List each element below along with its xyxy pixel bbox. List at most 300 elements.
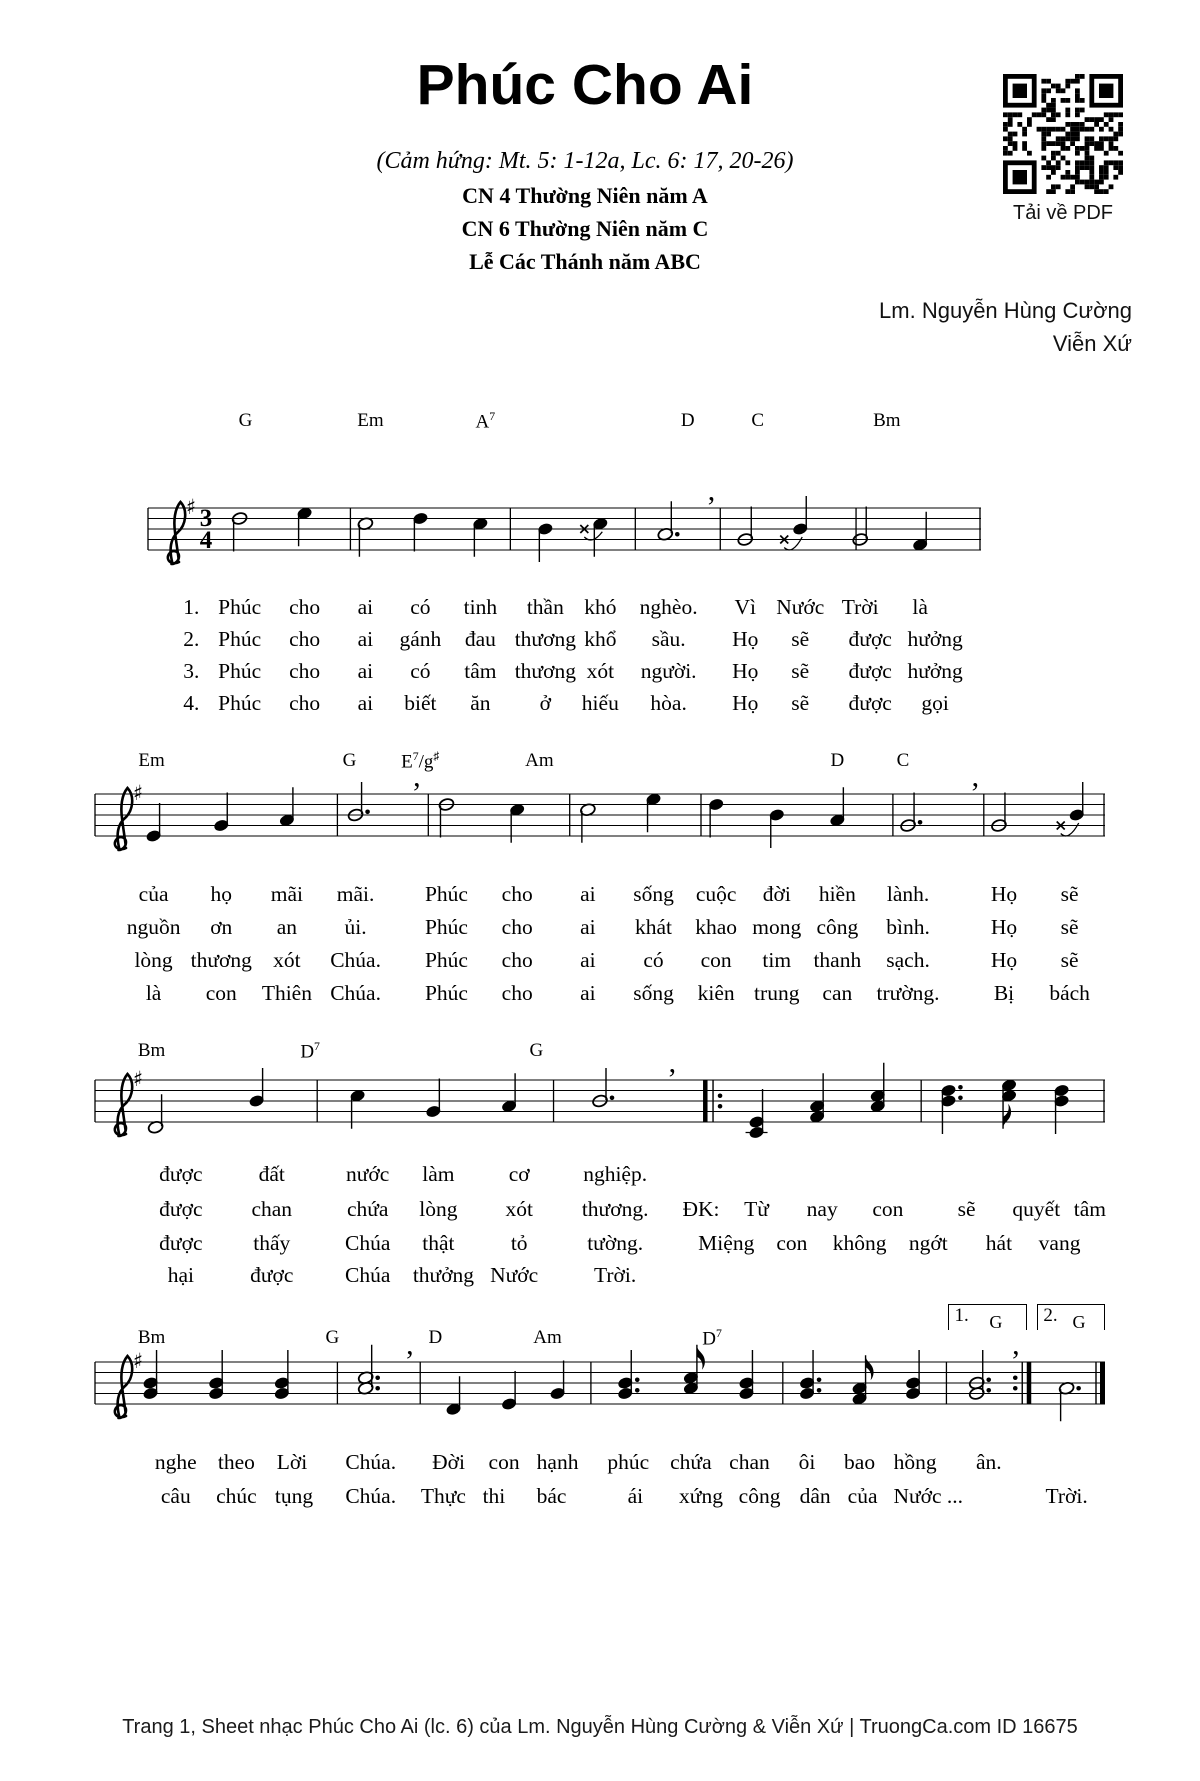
qr-module: [1008, 151, 1013, 156]
qr-module: [1027, 117, 1032, 122]
eighth-flag: [866, 1355, 874, 1380]
lyric-syllable: khát: [635, 915, 673, 939]
lyric-syllable: tâm: [1073, 1197, 1106, 1221]
lyric-syllable: cho: [501, 981, 533, 1005]
lyric-syllable: lành.: [886, 882, 930, 906]
lyric-syllable: ủi.: [344, 915, 367, 939]
qr-module: [1046, 88, 1051, 93]
qr-module: [1046, 108, 1051, 113]
lyric-syllable: sẽ: [791, 659, 810, 683]
qr-module: [1041, 108, 1046, 113]
key-signature-sharp: ♯: [133, 781, 144, 805]
lyric-syllable: Thực: [420, 1484, 466, 1508]
qr-module: [1070, 132, 1075, 137]
lyric-syllable: hại: [167, 1263, 194, 1287]
augmentation-dot: [375, 1375, 380, 1380]
lyric-syllable: chan: [729, 1450, 770, 1474]
lyric-syllable: Chúa.: [330, 981, 381, 1005]
lyric-syllable: Họ: [732, 627, 759, 651]
footer-credit: Trang 1, Sheet nhạc Phúc Cho Ai (lc. 6) của Lm. Nguyễn Hùng Cường & Viễn Xứ | TruongCa.com ID 16675: [122, 1716, 1078, 1738]
qr-module: [1113, 112, 1118, 117]
qr-module: [1013, 170, 1027, 184]
lyric-syllable: chứa: [670, 1450, 712, 1474]
lyric-syllable: ôi: [798, 1450, 816, 1474]
lyric-syllable: ai: [580, 915, 596, 939]
qr-module: [1065, 132, 1070, 137]
breath-mark: ,: [971, 760, 980, 793]
augmentation-dot: [958, 1085, 963, 1090]
qr-module: [1056, 127, 1061, 132]
qr-module: [1075, 98, 1080, 103]
qr-module: [1094, 180, 1099, 185]
treble-clef-icon: [171, 502, 186, 564]
lyric-syllable: con: [205, 981, 237, 1005]
chord-symbol: G: [1072, 1312, 1086, 1332]
qr-code-icon[interactable]: [1003, 74, 1123, 194]
treble-clef-icon: [118, 1074, 133, 1136]
qr-module: [1046, 160, 1051, 165]
augmentation-dot: [986, 1378, 991, 1383]
lyric-syllable: không: [832, 1231, 887, 1255]
qr-module: [1041, 141, 1046, 146]
lyric-syllable: khó: [584, 595, 617, 619]
lyric-syllable: ai: [580, 948, 596, 972]
occasion-line-1: CN 4 Thường Niên năm A: [462, 183, 708, 208]
qr-module: [1013, 141, 1018, 146]
lyric-syllable: trường.: [876, 981, 940, 1005]
qr-module: [1080, 127, 1085, 132]
lyric-syllable: mong: [752, 915, 802, 939]
qr-module: [1017, 122, 1022, 127]
qr-module: [1051, 170, 1056, 175]
lyric-syllable: Phúc: [218, 659, 262, 683]
qr-module: [1008, 132, 1013, 137]
qr-module: [1041, 132, 1046, 137]
lyric-syllable: thương.: [581, 1197, 649, 1221]
qr-module: [1061, 141, 1066, 146]
qr-module: [1046, 165, 1051, 170]
chord-root: D: [830, 750, 845, 771]
lyric-syllable: công: [816, 915, 859, 939]
lyric-syllable: ân.: [976, 1450, 1002, 1474]
qr-module: [1051, 184, 1056, 189]
qr-module: [1099, 165, 1104, 170]
lyric-syllable: Phúc: [424, 915, 468, 939]
qr-module: [1056, 112, 1061, 117]
lyric-line-1: [95, 1450, 1105, 1476]
chord-root: Em: [138, 750, 165, 771]
lyric-syllable: là: [145, 981, 162, 1005]
qr-module: [1051, 165, 1056, 170]
breath-mark: ,: [707, 474, 716, 507]
qr-module: [1113, 160, 1118, 165]
qr-module: [1017, 112, 1022, 117]
lyric-syllable: quyết: [1012, 1197, 1061, 1221]
lyric-syllable: thanh: [813, 948, 862, 972]
qr-module: [1075, 79, 1080, 84]
lyric-syllable: nghèo.: [639, 595, 698, 619]
qr-module: [1104, 175, 1109, 180]
qr-module: [1046, 132, 1051, 137]
lyric-syllable: sống: [633, 882, 674, 906]
lyric-syllable: ai: [357, 595, 374, 619]
qr-module: [1075, 88, 1080, 93]
qr-module: [1109, 112, 1114, 117]
qr-module: [1075, 151, 1080, 156]
qr-module: [1094, 122, 1099, 127]
chord-root: G: [529, 1040, 544, 1061]
lyric-syllable: lòng: [134, 948, 173, 972]
qr-module: [1065, 84, 1070, 89]
qr-module: [1113, 165, 1118, 170]
lyric-syllable: Chúa.: [330, 948, 381, 972]
qr-module: [1075, 165, 1080, 170]
qr-module: [1051, 117, 1056, 122]
lyric-line-4: [148, 691, 981, 717]
lyric-syllable: sầu.: [651, 627, 686, 651]
lyric-syllable: có: [410, 659, 431, 683]
lyric-syllable: người.: [640, 659, 697, 683]
lyric-syllable: của: [138, 882, 169, 906]
qr-module: [1041, 93, 1046, 98]
lyric-syllable: con: [776, 1231, 808, 1255]
lyric-syllable: tụng: [274, 1484, 314, 1508]
lyric-line-3: [95, 1231, 1105, 1257]
qr-module: [1056, 160, 1061, 165]
qr-module: [1056, 184, 1061, 189]
chord-root: A: [475, 411, 490, 433]
treble-clef-icon: [168, 502, 185, 564]
qr-module: [1109, 127, 1114, 132]
augmentation-dot: [635, 1388, 640, 1393]
qr-module: [1046, 79, 1051, 84]
key-signature-sharp: ♯: [133, 1349, 144, 1373]
occasion-line-3: Lễ Các Thánh năm ABC: [469, 249, 701, 274]
lyric-syllable: Nước: [776, 595, 825, 619]
author-composer: Lm. Nguyễn Hùng Cường: [879, 298, 1132, 323]
lyric-syllable: Phúc: [424, 882, 468, 906]
lyric-syllable: nước: [346, 1162, 390, 1186]
chord-root: D: [680, 410, 695, 431]
lyric-syllable: nghe: [154, 1450, 197, 1474]
qr-module: [1085, 156, 1090, 161]
qr-module: [1065, 170, 1070, 175]
chord-root: E: [401, 751, 413, 773]
qr-module: [1085, 127, 1090, 132]
qr-module: [1013, 84, 1027, 98]
qr-module: [1118, 160, 1123, 165]
qr-module: [1051, 108, 1056, 113]
chord-symbol: G: [989, 1312, 1003, 1332]
lyric-syllable: được: [848, 627, 892, 651]
qr-module: [1113, 132, 1118, 137]
qr-module: [1094, 189, 1099, 194]
qr-module: [1099, 84, 1113, 98]
chord-symbol: [476, 410, 496, 433]
qr-module: [1056, 141, 1061, 146]
repeat-barline: [703, 1080, 708, 1122]
lyric-syllable: cho: [289, 659, 321, 683]
qr-module: [1089, 184, 1094, 189]
music-system-4: [95, 1304, 1105, 1519]
lyric-syllable: ai: [357, 691, 374, 715]
staff-system-3: [95, 1030, 1105, 1180]
chord-root: Bm: [873, 410, 901, 431]
qr-module: [1089, 141, 1094, 146]
augmentation-dot: [958, 1096, 963, 1101]
qr-module: [1051, 112, 1056, 117]
qr-module: [1056, 84, 1061, 89]
qr-module: [1003, 112, 1008, 117]
authors-block: [879, 294, 1132, 360]
lyric-syllable: đau: [464, 627, 496, 651]
lyric-syllable: 2.: [183, 627, 200, 651]
staff-system-1: [148, 458, 981, 608]
qr-module: [1085, 117, 1090, 122]
qr-module: [1085, 141, 1090, 146]
lyric-syllable: hạnh: [536, 1450, 579, 1474]
qr-module: [1065, 122, 1070, 127]
augmentation-dot: [365, 810, 370, 815]
lyric-syllable: Chúa: [344, 1231, 391, 1255]
download-pdf-link[interactable]: [1002, 74, 1124, 225]
volta-number: 1.: [954, 1305, 969, 1326]
qr-module: [1056, 136, 1061, 141]
qr-module: [1065, 79, 1070, 84]
lyric-syllable: chúc: [216, 1484, 257, 1508]
chord-root: D: [702, 1328, 717, 1350]
qr-module: [1118, 151, 1123, 156]
qr-module: [1065, 146, 1070, 151]
chord-symbol: [239, 410, 253, 432]
repeat-dot: [1013, 1386, 1018, 1391]
lyric-syllable: đời: [762, 882, 791, 906]
qr-module: [1080, 98, 1085, 103]
qr-module: [1070, 79, 1075, 84]
qr-module: [1099, 189, 1104, 194]
repeat-dot: [718, 1093, 723, 1098]
qr-module: [1118, 127, 1123, 132]
lyric-syllable: thương: [190, 948, 252, 972]
lyric-syllable: cho: [501, 948, 533, 972]
qr-module: [1075, 146, 1080, 151]
qr-module: [1046, 175, 1051, 180]
qr-module: [1085, 184, 1090, 189]
qr-module: [1070, 184, 1075, 189]
lyric-syllable: ái: [627, 1484, 644, 1508]
qr-module: [1061, 127, 1066, 132]
chord-root: Em: [357, 410, 384, 431]
lyric-syllable: con: [700, 948, 732, 972]
qr-module: [1109, 146, 1114, 151]
qr-module: [1065, 98, 1070, 103]
qr-module: [1099, 117, 1104, 122]
lyric-syllable: hưởng: [907, 659, 963, 683]
qr-module: [1051, 189, 1056, 194]
qr-module: [1065, 175, 1070, 180]
lyric-syllable: kiên: [697, 981, 735, 1005]
lyric-line-1: [95, 882, 1105, 908]
qr-module: [1022, 127, 1027, 132]
lyric-syllable: phúc: [607, 1450, 650, 1474]
lyric-line-2: [95, 1484, 1105, 1510]
augmentation-dot: [610, 1096, 615, 1101]
lyric-syllable: theo: [217, 1450, 255, 1474]
lyric-syllable: hòa.: [650, 691, 687, 715]
chord-symbol: [873, 410, 900, 432]
lyric-syllable: cho: [289, 691, 321, 715]
qr-module: [1075, 175, 1080, 180]
augmentation-dot: [986, 1388, 991, 1393]
chord-root: Bm: [137, 1040, 166, 1061]
lyric-syllable: câu: [160, 1484, 191, 1508]
qr-module: [1070, 122, 1075, 127]
lyric-syllable: ai: [357, 627, 374, 651]
lyric-syllable: tim: [762, 948, 792, 972]
lyric-syllable: xót: [505, 1197, 533, 1221]
qr-module: [1104, 112, 1109, 117]
qr-module: [1099, 180, 1104, 185]
lyric-syllable: hồng: [893, 1450, 937, 1474]
qr-module: [1013, 132, 1018, 137]
qr-module: [1065, 189, 1070, 194]
augmentation-dot: [675, 532, 680, 537]
lyric-syllable: Phúc: [218, 691, 262, 715]
qr-module: [1099, 170, 1104, 175]
repeat-barline: [1027, 1362, 1032, 1404]
tie-slur: [1061, 823, 1079, 836]
qr-module: [1008, 136, 1013, 141]
qr-module: [1065, 136, 1070, 141]
lyric-syllable: tinh: [463, 595, 498, 619]
lyric-syllable: Họ: [990, 915, 1018, 939]
lyric-syllable: trung: [754, 981, 800, 1005]
qr-module: [1080, 74, 1085, 79]
qr-module: [1051, 156, 1056, 161]
lyric-syllable: được: [250, 1263, 294, 1287]
lyric-syllable: sống: [633, 981, 674, 1005]
lyric-syllable: Lời: [276, 1450, 308, 1474]
lyric-syllable: Chúa: [344, 1263, 391, 1287]
augmentation-dot: [817, 1378, 822, 1383]
treble-clef-icon: [115, 1356, 132, 1418]
lyric-syllable: thưởng: [412, 1263, 475, 1287]
qr-module: [1089, 175, 1094, 180]
qr-module: [1070, 175, 1075, 180]
lyric-syllable: vang: [1038, 1231, 1081, 1255]
qr-module: [1041, 146, 1046, 151]
lyric-syllable: Thiên: [261, 981, 312, 1005]
qr-module: [1118, 165, 1123, 170]
eighth-flag: [697, 1345, 705, 1370]
qr-module: [1075, 112, 1080, 117]
lyric-syllable: có: [410, 595, 431, 619]
qr-module: [1003, 146, 1008, 151]
qr-module: [1008, 112, 1013, 117]
chord-bass-accidental: ♯: [433, 750, 440, 763]
qr-module: [1022, 141, 1027, 146]
lyric-syllable: cho: [289, 627, 321, 651]
qr-module: [1075, 180, 1080, 185]
qr-label[interactable]: Tải về PDF: [1012, 202, 1114, 224]
qr-module: [1061, 88, 1066, 93]
qr-module: [1104, 151, 1109, 156]
augmentation-dot: [635, 1378, 640, 1383]
lyric-line-3: [148, 659, 981, 685]
time-signature-numerator: 3: [199, 505, 213, 532]
qr-module: [1113, 175, 1118, 180]
qr-module: [1118, 170, 1123, 175]
qr-module: [1080, 165, 1085, 170]
lyric-syllable: biết: [404, 691, 437, 715]
qr-module: [1075, 132, 1080, 137]
qr-module: [1046, 103, 1051, 108]
lyric-syllable: là: [912, 595, 928, 619]
qr-module: [1075, 93, 1080, 98]
treble-clef-icon: [115, 788, 132, 850]
chord-root: G: [238, 410, 253, 431]
lyric-line-4: [95, 1263, 1105, 1289]
lyric-syllable: thấy: [253, 1231, 291, 1255]
lyric-syllable: Họ: [990, 948, 1018, 972]
lyric-syllable: chan: [251, 1197, 293, 1221]
chord-root: Am: [533, 1327, 562, 1348]
lyric-syllable: Phúc: [424, 981, 468, 1005]
lyric-syllable: Trời.: [1045, 1484, 1088, 1508]
qr-module: [1051, 127, 1056, 132]
lyric-syllable: Chúa.: [345, 1450, 397, 1474]
time-signature-denominator: 4: [199, 527, 213, 554]
qr-module: [1041, 79, 1046, 84]
qr-module: [1094, 184, 1099, 189]
qr-module: [1075, 108, 1080, 113]
lyric-syllable: Từ: [744, 1197, 769, 1221]
qr-module: [1061, 146, 1066, 151]
qr-module: [1051, 98, 1056, 103]
lyric-syllable: gọi: [921, 691, 949, 715]
qr-module: [1041, 136, 1046, 141]
qr-module: [1046, 189, 1051, 194]
lyric-syllable: can: [822, 981, 853, 1005]
chord-root: C: [896, 750, 910, 771]
qr-module: [1085, 180, 1090, 185]
lyric-syllable: của: [847, 1484, 878, 1508]
qr-module: [1099, 136, 1104, 141]
qr-module: [1089, 170, 1094, 175]
lyric-syllable: an: [276, 915, 298, 939]
qr-module: [1109, 184, 1114, 189]
qr-module: [1056, 151, 1061, 156]
qr-module: [1113, 136, 1118, 141]
qr-module: [1003, 127, 1008, 132]
lyric-syllable: 3.: [183, 659, 200, 683]
qr-module: [1075, 136, 1080, 141]
augmentation-dot: [375, 1386, 380, 1391]
qr-module: [1085, 160, 1090, 165]
lyric-syllable: Trời.: [594, 1263, 637, 1287]
qr-module: [1109, 136, 1114, 141]
lyric-syllable: Nước ...: [893, 1484, 964, 1508]
chord-root: D: [300, 1041, 315, 1063]
volta-number: 2.: [1043, 1305, 1058, 1326]
qr-module: [1008, 117, 1013, 122]
lyric-syllable: dân: [799, 1484, 831, 1508]
chord-root: D: [428, 1327, 443, 1348]
lyric-syllable: khổ: [584, 627, 617, 651]
qr-module: [1075, 127, 1080, 132]
qr-module: [1080, 160, 1085, 165]
lyric-syllable: Phúc: [424, 948, 468, 972]
